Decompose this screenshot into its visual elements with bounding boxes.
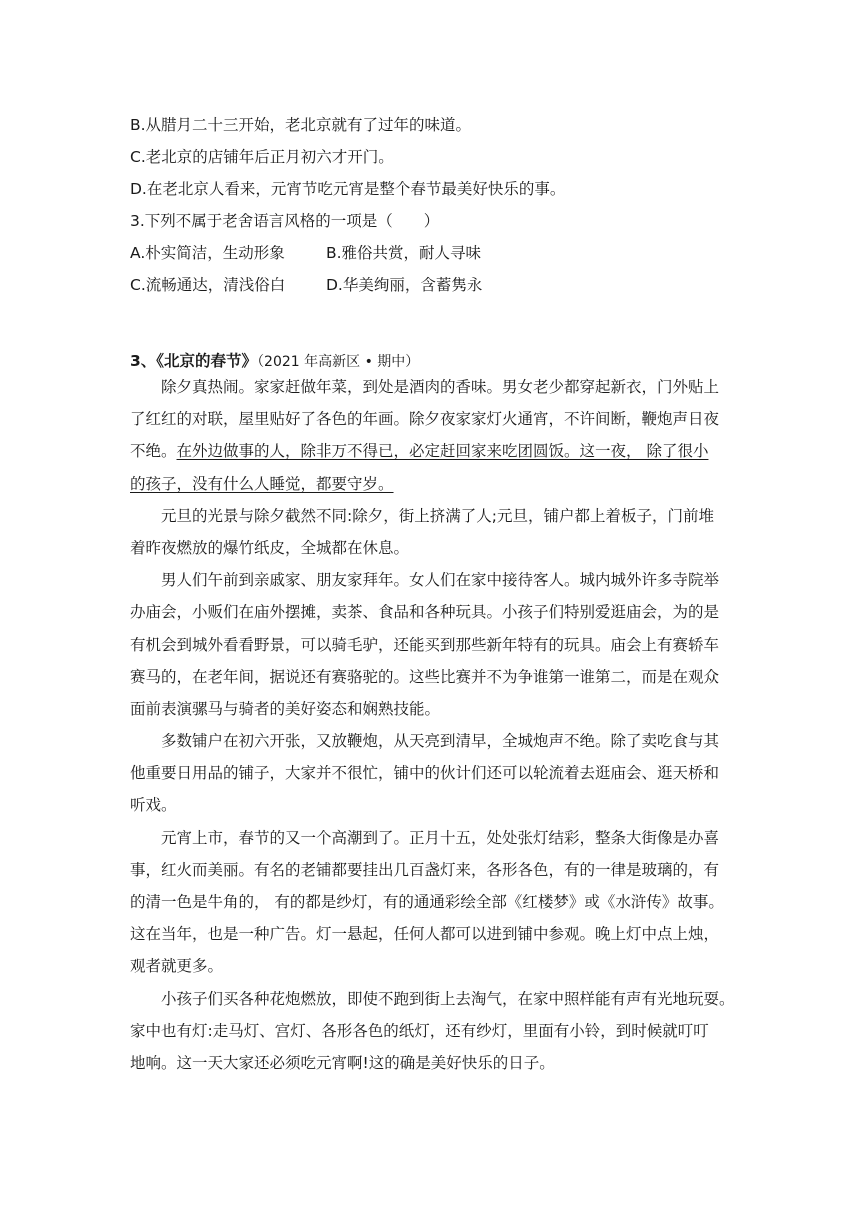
article-line: 了红红的对联，屋里贴好了各色的年画。除夕夜家家灯火通宵，不许间断，鞭炮声日夜	[130, 410, 720, 429]
article-line: 办庙会，小贩们在庙外摆摊，卖茶、食品和各种玩具。小孩子们特别爱逛庙会，为的是	[130, 603, 720, 622]
article-body	[130, 371, 735, 1079]
q3-option-c: C.流畅通达，清浅俗白	[130, 276, 286, 294]
article-line: 面前表演骡马与骑者的美好姿态和娴熟技能。	[130, 699, 441, 718]
article-line: 小孩子们买各种花炮燃放，即使不跑到街上去淘气，在家中照样能有声有光地玩耍。	[161, 989, 735, 1008]
article-line: 元旦的光景与除夕截然不同:除夕，街上挤满了人;元旦，铺户都上着板子，门前堆	[161, 506, 714, 525]
article-line: 元宵上市，春节的又一个高潮到了。正月十五，处处张灯结彩，整条大街像是办喜	[161, 828, 720, 847]
article-line: 他重要日用品的铺子，大家并不很忙，铺中的伙计们还可以轮流着去逛庙会、逛天桥和	[130, 764, 720, 783]
section-source: （2021 年高新区 • 期中）	[257, 354, 420, 370]
article-line: 赛马的，在老年间，据说还有赛骆驼的。这些比赛并不为争谁第一谁第二，而是在观众	[130, 667, 720, 686]
article-line: 这在当年，也是一种广告。灯一悬起，任何人都可以进到铺中参观。晚上灯中点上烛，	[130, 925, 720, 944]
article-line: 着昨夜燃放的爆竹纸皮，全城都在休息。	[130, 538, 410, 557]
q3-options-row-1	[130, 237, 730, 269]
q2-option-c: C.老北京的店铺年后正月初六才开门。	[130, 148, 394, 166]
article-line: 家中也有灯:走马灯、宫灯、各形各色的纸灯，还有纱灯，里面有小铃，到时候就叮叮	[130, 1021, 709, 1040]
q2-option-d: D.在老北京人看来，元宵节吃元宵是整个春节最美好快乐的事。	[130, 180, 566, 198]
article-line	[130, 435, 730, 467]
article-line	[130, 468, 730, 500]
q3-stem: 3.下列不属于老舍语言风格的一项是（ ）	[130, 212, 440, 230]
q3-option-b: B.雅俗共赏，耐人寻味	[326, 244, 482, 262]
article-line: 地响。这一天大家还必须吃元宵啊!这的确是美好快乐的日子。	[130, 1053, 555, 1072]
underlined-sentence: 在外边做事的人，除非万不得已，必定赶回家来吃团圆饭。这一夜， 除了很小	[176, 442, 709, 461]
q3-option-a: A.朴实简洁，生动形象	[130, 244, 285, 262]
article-line: 有机会到城外看看野景，可以骑毛驴，还能买到那些新年特有的玩具。庙会上有赛轿车	[130, 635, 720, 654]
article-line: 观者就更多。	[130, 957, 224, 976]
article-line: 男人们午前到亲戚家、朋友家拜年。女人们在家中接待客人。城内城外许多寺院举	[161, 571, 720, 590]
article-line: 除夕真热闹。家家赶做年菜，到处是酒肉的香味。男女老少都穿起新衣，门外贴上	[161, 378, 720, 396]
q3-option-d: D.华美绚丽，含蓄隽永	[326, 276, 483, 294]
article-line: 听戏。	[130, 796, 177, 815]
article-line: 的清一色是牛角的， 有的都是纱灯，有的通通彩绘全部《红楼梦》或《水浒传》故事。	[130, 893, 724, 911]
article-text: 不绝。	[130, 442, 177, 461]
underlined-sentence: 的孩子，没有什么人睡觉，都要守岁。	[130, 474, 394, 493]
question-block	[130, 109, 730, 301]
article-line: 多数铺户在初六开张，又放鞭炮，从天亮到清早，全城炮声不绝。除了卖吃食与其	[161, 732, 720, 751]
section-title: 《北京的春节》	[156, 352, 258, 370]
article-line: 事，红火而美丽。有名的老铺都要挂出几百盏灯来，各形各色，有的一律是玻璃的，有	[130, 860, 720, 879]
q3-options-row-2	[130, 269, 730, 301]
q2-option-b: B.从腊月二十三开始，老北京就有了过年的味道。	[130, 116, 472, 134]
section-number: 3、	[130, 352, 157, 370]
section-heading	[130, 349, 419, 371]
